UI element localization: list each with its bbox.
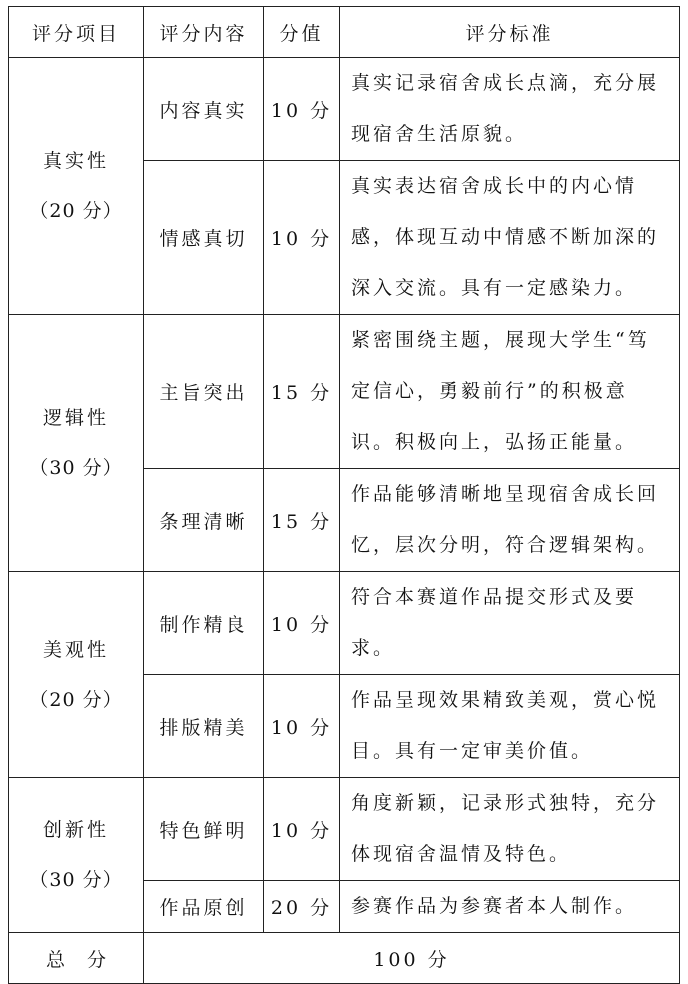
- table-row: [9, 58, 680, 161]
- content-cell: 内容真实: [144, 58, 264, 161]
- standard-cell: 真实表达宿舍成长中的内心情感，体现互动中情感不断加深的深入交流。具有一定感染力。: [340, 161, 680, 315]
- header-item: 评分项目: [9, 7, 144, 58]
- content-cell: 主旨突出: [144, 315, 264, 469]
- score-cell: 10 分: [264, 161, 340, 315]
- header-score: 分值: [264, 7, 340, 58]
- table-row: [9, 315, 680, 469]
- table-row: [9, 572, 680, 675]
- standard-cell: 真实记录宿舍成长点滴，充分展现宿舍生活原貌。: [340, 58, 680, 161]
- scoring-table: [8, 6, 680, 984]
- content-cell: 制作精良: [144, 572, 264, 675]
- score-cell: 15 分: [264, 469, 340, 572]
- standard-cell: 符合本赛道作品提交形式及要求。: [340, 572, 680, 675]
- category-score: （30 分）: [29, 457, 123, 479]
- header-content: 评分内容: [144, 7, 264, 58]
- score-cell: 15 分: [264, 315, 340, 469]
- score-cell: 10 分: [264, 58, 340, 161]
- total-value: 100 分: [144, 933, 680, 984]
- category-cell: [9, 778, 144, 933]
- content-cell: 情感真切: [144, 161, 264, 315]
- table-row: [9, 778, 680, 881]
- standard-cell: 角度新颖，记录形式独特，充分体现宿舍温情及特色。: [340, 778, 680, 881]
- standard-cell: 参赛作品为参赛者本人制作。: [340, 881, 680, 933]
- score-cell: 10 分: [264, 778, 340, 881]
- standard-cell: 作品呈现效果精致美观，赏心悦目。具有一定审美价值。: [340, 675, 680, 778]
- header-row: [9, 7, 680, 58]
- content-cell: 特色鲜明: [144, 778, 264, 881]
- header-standard: 评分标准: [340, 7, 680, 58]
- score-cell: 10 分: [264, 572, 340, 675]
- category-name: 创新性: [42, 819, 109, 841]
- total-row: [9, 933, 680, 984]
- standard-cell: 紧密围绕主题，展现大学生“笃定信心，勇毅前行”的积极意识。积极向上，弘扬正能量。: [340, 315, 680, 469]
- category-name: 真实性: [42, 150, 109, 172]
- content-cell: 作品原创: [144, 881, 264, 933]
- category-score: （20 分）: [29, 688, 123, 711]
- category-score: （30 分）: [29, 869, 123, 891]
- category-name: 逻辑性: [42, 407, 109, 429]
- total-label: 总分: [9, 933, 144, 984]
- content-cell: 条理清晰: [144, 469, 264, 572]
- category-cell: [9, 58, 144, 315]
- category-cell: [9, 315, 144, 572]
- category-cell: [9, 572, 144, 778]
- category-score: （20 分）: [29, 200, 123, 222]
- score-cell: 20 分: [264, 881, 340, 933]
- content-cell: 排版精美: [144, 675, 264, 778]
- score-cell: 10 分: [264, 675, 340, 778]
- standard-cell: 作品能够清晰地呈现宿舍成长回忆，层次分明，符合逻辑架构。: [340, 469, 680, 572]
- category-name: 美观性: [42, 638, 109, 661]
